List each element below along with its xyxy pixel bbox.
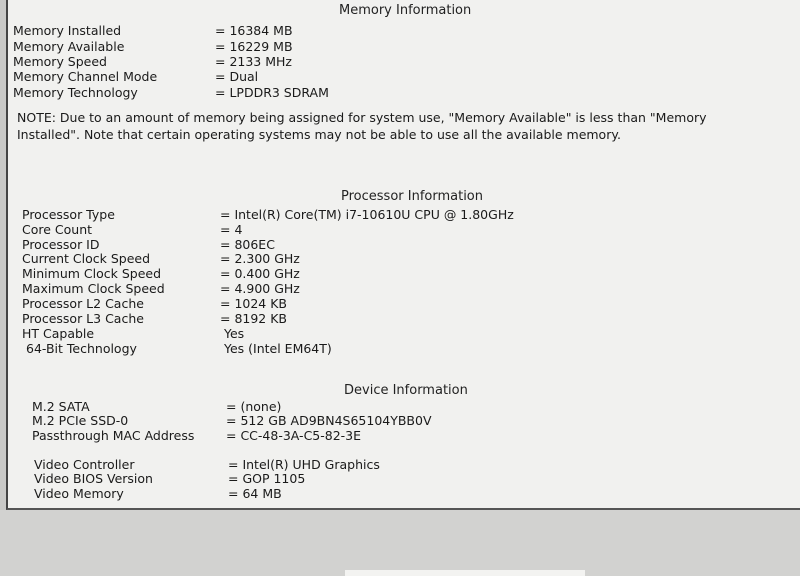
processor-row-label: Processor L3 Cache bbox=[22, 311, 144, 326]
memory-information-title: Memory Information bbox=[339, 3, 472, 18]
processor-row-label: HT Capable bbox=[22, 326, 95, 341]
device-row-label: Passthrough MAC Address bbox=[32, 428, 195, 443]
memory-note: NOTE: Due to an amount of memory being assigned for system use, "Memory Available" is less than "Memory Installed". Note that certain operating systems may not be able to use all the available memory. bbox=[17, 110, 707, 142]
bottom-strip bbox=[0, 510, 800, 576]
memory-row-value: = 16229 MB bbox=[215, 39, 293, 54]
memory-row-label: Memory Channel Mode bbox=[13, 69, 158, 84]
processor-row-value: = Intel(R) Core(TM) i7-10610U CPU @ 1.80GHz bbox=[220, 207, 514, 222]
video-row-label: Video BIOS Version bbox=[34, 471, 153, 486]
memory-row-value: = 16384 MB bbox=[215, 23, 293, 38]
device-row-value: = (none) bbox=[226, 399, 282, 414]
memory-row-value: = 2133 MHz bbox=[215, 54, 292, 69]
processor-row-value: Yes (Intel EM64T) bbox=[224, 341, 332, 356]
video-row-value: = Intel(R) UHD Graphics bbox=[228, 457, 380, 472]
processor-row-label: Core Count bbox=[22, 222, 93, 237]
memory-row-value: = LPDDR3 SDRAM bbox=[215, 85, 329, 100]
memory-row-label: Memory Speed bbox=[13, 54, 107, 69]
device-row-value: = 512 GB AD9BN4S65104YBB0V bbox=[226, 413, 432, 428]
processor-row-value: = 4 bbox=[220, 222, 243, 237]
processor-row-value: = 2.300 GHz bbox=[220, 251, 300, 266]
processor-row-value: = 1024 KB bbox=[220, 296, 288, 311]
processor-row-label: Minimum Clock Speed bbox=[22, 266, 162, 281]
processor-row-label: 64-Bit Technology bbox=[26, 341, 137, 356]
processor-row-value: = 4.900 GHz bbox=[220, 281, 300, 296]
video-row-value: = GOP 1105 bbox=[228, 471, 306, 486]
processor-row-label: Processor L2 Cache bbox=[22, 296, 144, 311]
processor-row-value: = 806EC bbox=[220, 237, 275, 252]
processor-row-label: Maximum Clock Speed bbox=[22, 281, 165, 296]
memory-row-label: Memory Installed bbox=[13, 23, 122, 38]
processor-row-value: Yes bbox=[224, 326, 245, 341]
device-row-label: M.2 SATA bbox=[32, 399, 90, 414]
processor-information-title: Processor Information bbox=[341, 189, 483, 204]
processor-row-label: Current Clock Speed bbox=[22, 251, 151, 266]
memory-row-value: = Dual bbox=[215, 69, 259, 84]
processor-row-value: = 0.400 GHz bbox=[220, 266, 300, 281]
device-row-label: M.2 PCIe SSD-0 bbox=[32, 413, 129, 428]
device-information-title: Device Information bbox=[344, 383, 468, 398]
device-row-value: = CC-48-3A-C5-82-3E bbox=[226, 428, 362, 443]
processor-row-label: Processor Type bbox=[22, 207, 115, 222]
video-row-label: Video Controller bbox=[34, 457, 135, 472]
processor-row-value: = 8192 KB bbox=[220, 311, 288, 326]
processor-row-label: Processor ID bbox=[22, 237, 100, 252]
video-row-value: = 64 MB bbox=[228, 486, 282, 501]
memory-row-label: Memory Technology bbox=[13, 85, 138, 100]
bottom-tab bbox=[345, 570, 585, 576]
memory-row-label: Memory Available bbox=[13, 39, 125, 54]
video-row-label: Video Memory bbox=[34, 486, 124, 501]
